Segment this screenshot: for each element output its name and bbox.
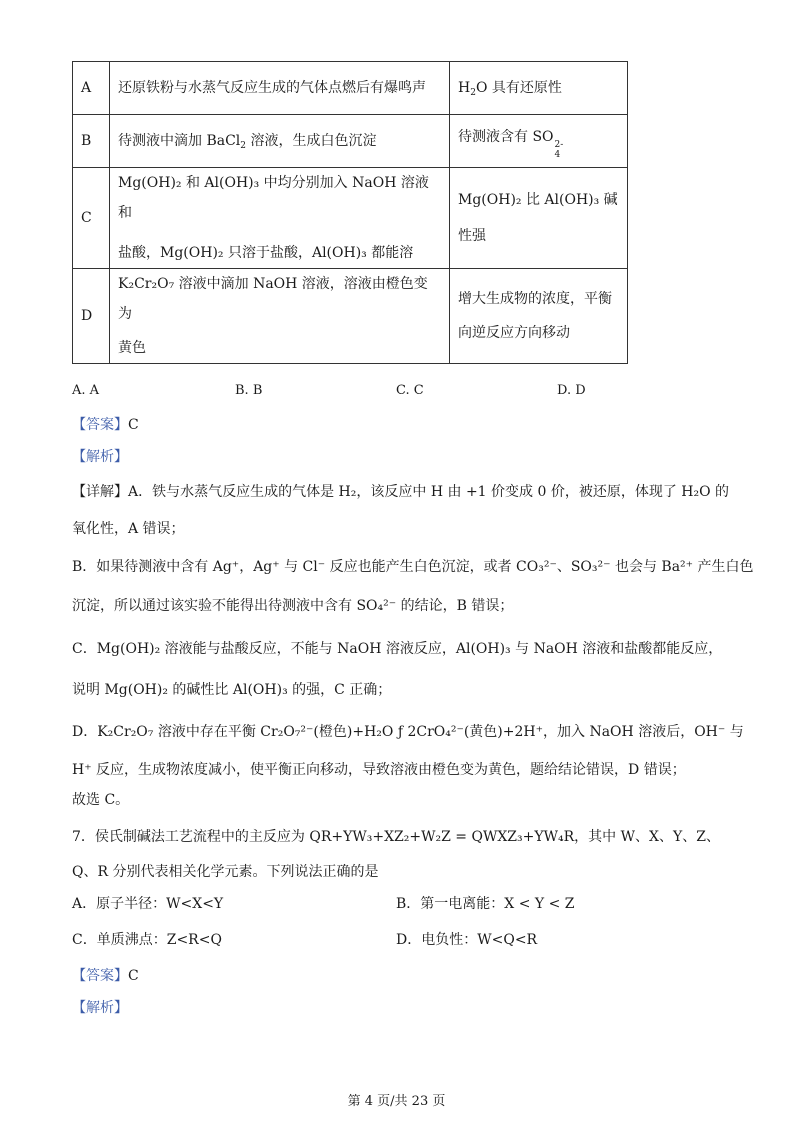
conclusion-line: 故选 C。 (72, 792, 130, 808)
experiment-cell: 待测液中滴加 BaCl$_2$ 溶液，生成白色沉淀 (110, 115, 450, 168)
explanation-d: D．K₂Cr₂O₇ 溶液中存在平衡 Cr₂O₇²⁻(橙色)+H₂O ƒ 2CrO₄²⁻(黄色)+2H⁺，加入 NaOH 溶液后，OH⁻ 与 (72, 724, 744, 740)
answer-value: C (128, 417, 139, 433)
options-table (72, 61, 628, 364)
explanation-b: B．如果待测液中含有 Ag⁺，Ag⁺ 与 Cl⁻ 反应也能产生白色沉淀，或者 CO₃²⁻、SO₃²⁻ 也会与 Ba²⁺ 产生白色 (72, 559, 754, 575)
q7-choice-a: A．原子半径：W<X<Y (72, 896, 224, 912)
experiment-cell: K₂Cr₂O₇ 溶液中滴加 NaOH 溶液，溶液由橙色变为 黄色 (110, 269, 450, 364)
table-row (73, 269, 628, 364)
explanation-a-cont: 氧化性，A 错误； (72, 521, 185, 537)
table-row (73, 115, 628, 168)
q7-choice-b: B．第一电离能：X < Y < Z (396, 896, 575, 912)
explanation-b-cont: 沉淀，所以通过该实验不能得出待测液中含有 SO₄²⁻ 的结论，B 错误； (72, 598, 514, 614)
row-label: B (73, 115, 110, 168)
q7-choice-c: C．单质沸点：Z<R<Q (72, 932, 222, 948)
experiment-cell: Mg(OH)₂ 和 Al(OH)₃ 中均分别加入 NaOH 溶液和 盐酸，Mg(OH)₂ 只溶于盐酸，Al(OH)₃ 都能溶 (110, 168, 450, 269)
explanation-a: 【详解】A．铁与水蒸气反应生成的气体是 H₂，该反应中 H 由 +1 价变成 0 价，被还原，体现了 H₂O 的 (72, 484, 730, 500)
row-label: D (73, 269, 110, 364)
answer-tag: 【答案】 (72, 417, 128, 433)
table-row (73, 62, 628, 115)
answer-line-7 (72, 965, 139, 985)
analysis-tag-7: 【解析】 (72, 1000, 128, 1016)
conclusion-cell: 增大生成物的浓度，平衡 向逆反应方向移动 (450, 269, 628, 364)
explanation-c: C．Mg(OH)₂ 溶液能与盐酸反应，不能与 NaOH 溶液反应，Al(OH)₃ 与 NaOH 溶液和盐酸都能反应， (72, 641, 723, 657)
analysis-tag: 【解析】 (72, 449, 128, 465)
conclusion-cell: $H_2O$ 具有还原性 (450, 62, 628, 115)
page-footer: 第 4 页/共 23 页 (347, 1094, 446, 1109)
answer-line (72, 414, 139, 434)
table-row (73, 168, 628, 269)
answer-tag: 【答案】 (72, 968, 128, 984)
explanation-d-cont: H⁺ 反应，生成物浓度减小，使平衡正向移动，导致溶液由橙色变为黄色，题给结论错误，D 错误； (72, 762, 686, 778)
row-label: C (73, 168, 110, 269)
detail-tag: 【详解】 (72, 484, 128, 500)
explanation-c-cont: 说明 Mg(OH)₂ 的碱性比 Al(OH)₃ 的强，C 正确； (72, 682, 392, 698)
conclusion-cell: 待测液含有 SO 2- 4 (450, 115, 628, 168)
q7-choice-d: D．电负性：W<Q<R (396, 932, 538, 948)
answer-value: C (128, 968, 139, 984)
choice-c: C. C (396, 383, 424, 398)
experiment-cell: 还原铁粉与水蒸气反应生成的气体点燃后有爆鸣声 (110, 62, 450, 115)
conclusion-cell: Mg(OH)₂ 比 Al(OH)₃ 碱 性强 (450, 168, 628, 269)
question-7-stem-cont: Q、R 分别代表相关化学元素。下列说法正确的是 (72, 864, 379, 880)
row-label: A (73, 62, 110, 115)
choice-b: B. B (235, 383, 263, 398)
choice-d: D. D (557, 383, 586, 398)
question-7-stem: 7．侯氏制碱法工艺流程中的主反应为 QR+YW₃+XZ₂+W₂Z = QWXZ₃+YW₄R，其中 W、X、Y、Z、 (72, 829, 720, 845)
choice-a: A. A (72, 383, 100, 398)
